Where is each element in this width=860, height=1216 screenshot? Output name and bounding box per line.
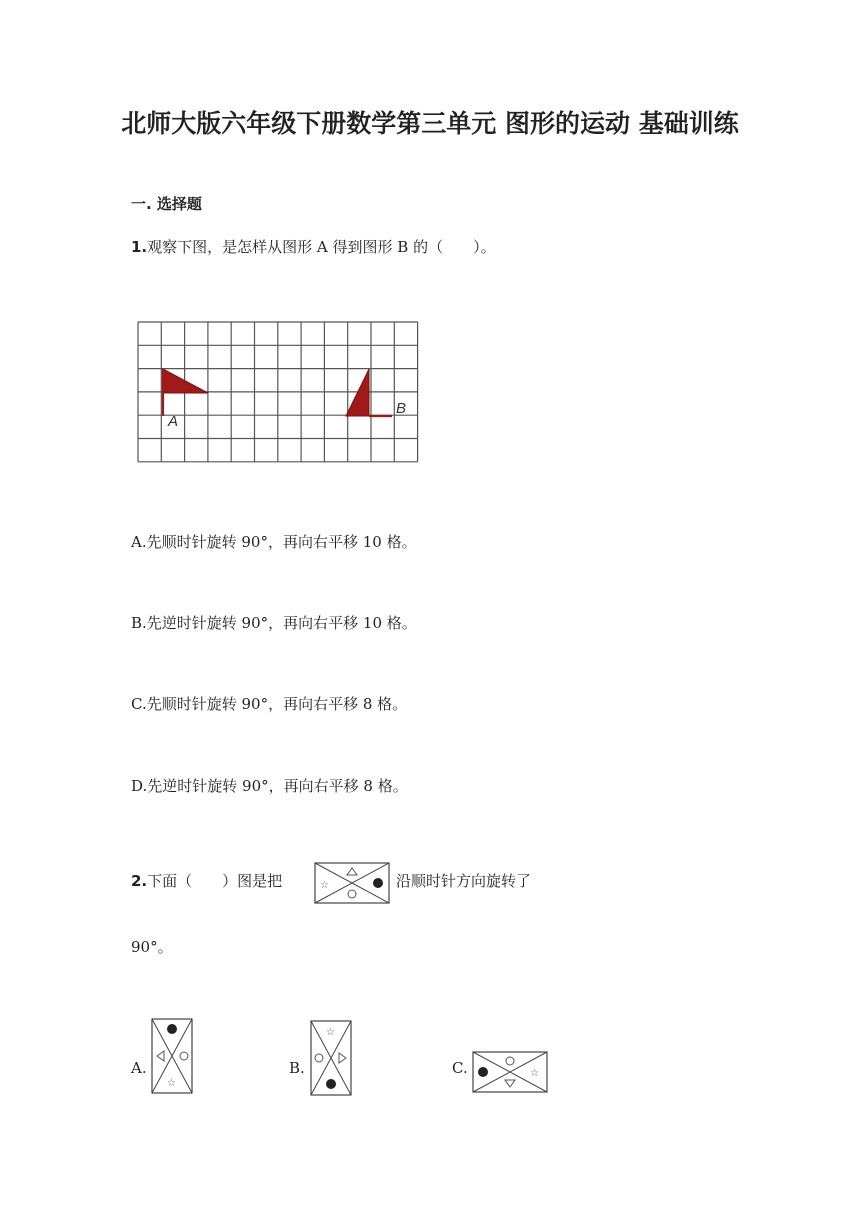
question-text-before: 下面（ ）图是把 xyxy=(147,872,283,890)
label-b: B xyxy=(396,400,407,417)
dot-icon xyxy=(326,1079,336,1089)
star-icon: ☆ xyxy=(530,1068,539,1079)
triangle-icon xyxy=(505,1080,515,1087)
triangle-icon xyxy=(347,868,357,875)
option-1[interactable]: A.先顺时针旋转 90°，再向右平移 10 格。 xyxy=(131,533,417,551)
option-b-figure[interactable] xyxy=(310,1020,352,1096)
circle-icon xyxy=(506,1057,514,1065)
option-a-figure[interactable] xyxy=(151,1018,193,1094)
star-icon: ☆ xyxy=(326,1027,335,1038)
dot-icon xyxy=(478,1067,488,1077)
flag-a-shape xyxy=(163,369,208,393)
page-title: 北师大版六年级下册数学第三单元 图形的运动 基础训练 xyxy=(121,109,739,138)
reference-figure xyxy=(314,862,390,904)
question-2 xyxy=(131,870,282,891)
option-3[interactable]: C.先顺时针旋转 90°，再向右平移 8 格。 xyxy=(131,695,408,713)
star-icon: ☆ xyxy=(167,1078,176,1089)
star-icon: ☆ xyxy=(320,880,329,891)
grid-figure xyxy=(138,322,418,462)
question-number: 2. xyxy=(131,872,148,890)
option-a-label[interactable]: A. xyxy=(131,1059,147,1077)
question-text-line2: 90°。 xyxy=(131,938,173,956)
triangle-icon xyxy=(339,1053,346,1063)
dot-icon xyxy=(167,1024,177,1034)
question-text: 观察下图，是怎样从图形 A 得到图形 B 的（ ）。 xyxy=(147,238,496,256)
label-a: A xyxy=(168,413,179,430)
question-number: 1. xyxy=(131,238,148,256)
circle-icon xyxy=(348,890,356,898)
option-2[interactable]: B.先逆时针旋转 90°，再向右平移 10 格。 xyxy=(131,614,417,632)
circle-icon xyxy=(315,1054,323,1062)
option-4[interactable]: D.先逆时针旋转 90°，再向右平移 8 格。 xyxy=(131,777,408,795)
dot-icon xyxy=(373,878,383,888)
question-text-after: 沿顺时针方向旋转了 xyxy=(396,872,532,890)
question-1 xyxy=(131,236,496,257)
option-b-label[interactable]: B. xyxy=(289,1059,305,1077)
circle-icon xyxy=(180,1052,188,1060)
option-c-figure[interactable] xyxy=(472,1051,548,1093)
option-c-label[interactable]: C. xyxy=(452,1059,468,1077)
triangle-icon xyxy=(157,1051,164,1061)
section-heading: 一. 选择题 xyxy=(131,195,202,213)
